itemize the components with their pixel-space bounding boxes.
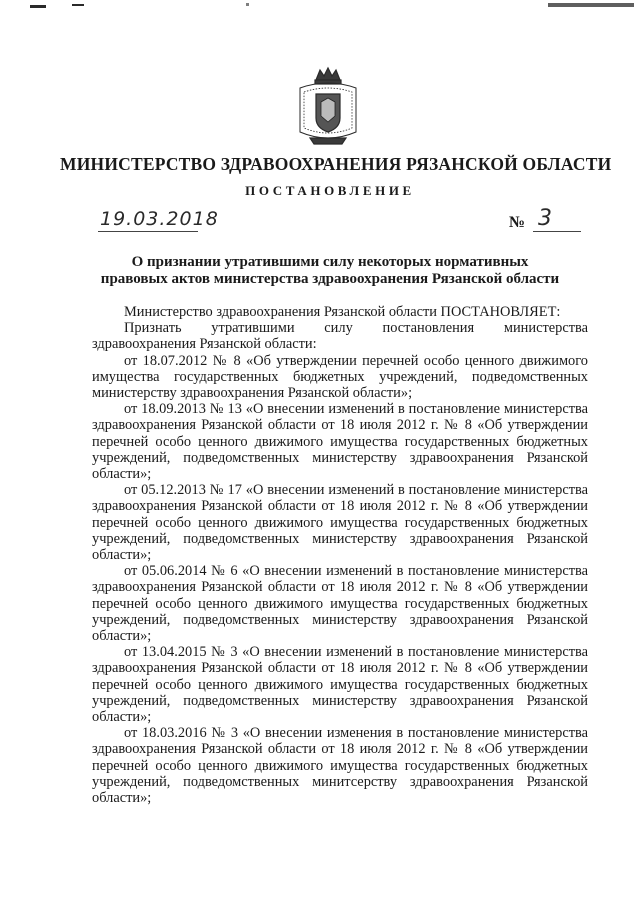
document-body xyxy=(92,304,588,806)
ministry-name: МИНИСТЕРСТВО ЗДРАВООХРАНЕНИЯ РЯЗАНСКОЙ ОБЛАСТИ xyxy=(60,154,612,174)
body-paragraph-item: от 13.04.2015 № 3 «О внесении изменений в постановление министерства здравоохранения Рязанской области от 18 июля 2012 г. № 8 «Об утверждении перечней особо ценного движимого имущества государственных бюджетных учреждений, подведомственных министерству здравоохранения Рязанской области»; xyxy=(92,644,588,726)
title-line-1: О признании утратившими силу некоторых нормативных xyxy=(131,254,529,270)
document-title xyxy=(80,254,580,288)
document-number: 3 xyxy=(538,206,552,231)
title-line-2: правовых актов министерства здравоохранения Рязанской области xyxy=(100,271,560,287)
body-paragraph-item: от 18.07.2012 № 8 «Об утверждении перечней особо ценного движимого имущества государственных бюджетных учреждений, подведомственных министерству здравоохранения Рязанской области»; xyxy=(92,352,588,402)
coat-of-arms-emblem xyxy=(294,66,362,150)
scan-mark-top-center xyxy=(246,3,249,6)
document-date: 19.03.2018 xyxy=(100,208,219,230)
body-paragraph-declaration: Признать утратившими силу постановления министерства здравоохранения Рязанской области: xyxy=(92,320,588,353)
date-underline xyxy=(98,231,198,232)
number-underline xyxy=(533,231,581,232)
body-paragraph-intro: Министерство здравоохранения Рязанской области ПОСТАНОВЛЯЕТ: xyxy=(124,304,561,320)
scan-mark-top-right xyxy=(548,3,634,7)
body-paragraph-item: от 18.03.2016 № 3 «О внесении изменения в постановление министерства здравоохранения Рязанской области от 18 июля 2012 г. № 8 «Об утверждении перечней особо ценного движимого имущества государственных бюджетных учреждений, подведомственных минитсерству здравоохранения Рязанской области»; xyxy=(92,725,588,807)
number-label: № xyxy=(509,214,526,231)
body-paragraph-item: от 05.06.2014 № 6 «О внесении изменений в постановление министерства здравоохранения Рязанской области от 18 июля 2012 г. № 8 «Об утверждении перечней особо ценного движимого имущества государственных бюджетных учреждений, подведомственных министерству здравоохранения Рязанской области»; xyxy=(92,563,588,645)
scan-mark-top-left xyxy=(30,5,46,8)
body-paragraph-item: от 18.09.2013 № 13 «О внесении изменений в постановление министерства здравоохранения Рязанской области от 18 июля 2012 г. № 8 «Об утверждении перечней особо ценного движимого имущества государственных бюджетных учреждений, подведомственных министерству здравоохранения Рязанской области»; xyxy=(92,401,588,483)
document-type: ПОСТАНОВЛЕНИЕ xyxy=(245,183,415,198)
body-paragraph-item: от 05.12.2013 № 17 «О внесении изменений в постановление министерства здравоохранения Рязанской области от 18 июля 2012 г. № 8 «Об утверждении перечней особо ценного движимого имущества государственных бюджетных учреждений, подведомственных министерству здравоохранения Рязанской области»; xyxy=(92,482,588,564)
scan-mark-top-left-2 xyxy=(72,4,84,6)
